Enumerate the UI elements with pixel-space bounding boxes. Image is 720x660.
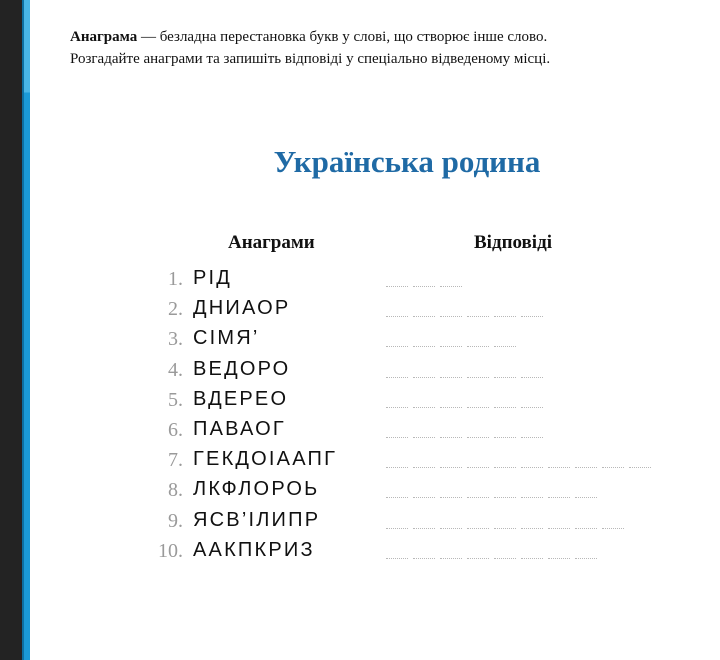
answer-letter-slot[interactable] [386, 286, 408, 287]
answer-letter-slot[interactable] [494, 377, 516, 378]
answer-letter-slot[interactable] [386, 316, 408, 317]
answer-field[interactable] [386, 316, 543, 317]
answer-letter-slot[interactable] [521, 437, 543, 438]
answer-letter-slot[interactable] [440, 467, 462, 468]
anagram-row [150, 538, 710, 568]
answer-letter-slot[interactable] [413, 437, 435, 438]
answer-letter-slot[interactable] [413, 467, 435, 468]
item-number: 9. [168, 509, 183, 532]
answer-letter-slot[interactable] [386, 407, 408, 408]
answer-letter-slot[interactable] [440, 558, 462, 559]
answer-letter-slot[interactable] [494, 497, 516, 498]
answer-field[interactable] [386, 377, 543, 378]
answer-letter-slot[interactable] [575, 558, 597, 559]
answer-letter-slot[interactable] [521, 528, 543, 529]
answer-letter-slot[interactable] [548, 467, 570, 468]
answer-letter-slot[interactable] [413, 497, 435, 498]
anagrams-header: Анаграми [228, 232, 315, 253]
anagram-row [150, 387, 710, 417]
page-left-border [0, 0, 30, 660]
answer-letter-slot[interactable] [413, 528, 435, 529]
answer-letter-slot[interactable] [467, 558, 489, 559]
answer-letter-slot[interactable] [575, 467, 597, 468]
answer-letter-slot[interactable] [413, 558, 435, 559]
answer-field[interactable] [386, 437, 543, 438]
anagram-row [150, 266, 710, 296]
answer-letter-slot[interactable] [521, 407, 543, 408]
anagram-word: ЛКФЛОРОЬ [193, 478, 320, 501]
answer-letter-slot[interactable] [386, 528, 408, 529]
item-number: 2. [168, 298, 183, 321]
answer-field[interactable] [386, 407, 543, 408]
item-number: 4. [168, 358, 183, 381]
answer-field[interactable] [386, 286, 462, 287]
anagram-row [150, 447, 710, 477]
anagram-word: ДНИАОР [193, 297, 291, 320]
answer-letter-slot[interactable] [386, 346, 408, 347]
answer-letter-slot[interactable] [386, 497, 408, 498]
answer-letter-slot[interactable] [386, 377, 408, 378]
anagram-row [150, 357, 710, 387]
answer-field[interactable] [386, 558, 597, 559]
item-number: 10. [158, 539, 183, 562]
answer-letter-slot[interactable] [494, 528, 516, 529]
answer-letter-slot[interactable] [413, 346, 435, 347]
intro-definition: — безладна перестановка букв у слові, що створює інше слово. [137, 29, 548, 45]
anagram-list [150, 266, 710, 568]
answer-letter-slot[interactable] [413, 286, 435, 287]
anagram-word: ГЕКДОІААПГ [193, 448, 338, 471]
answer-letter-slot[interactable] [440, 286, 462, 287]
item-number: 5. [168, 388, 183, 411]
anagram-word: ЯСВ’ІЛИПР [193, 508, 321, 531]
answer-letter-slot[interactable] [440, 528, 462, 529]
answer-field[interactable] [386, 497, 597, 498]
anagram-row [150, 508, 710, 538]
anagram-word: ВДЕРЕО [193, 387, 289, 410]
answer-letter-slot[interactable] [467, 407, 489, 408]
answer-letter-slot[interactable] [602, 467, 624, 468]
answer-letter-slot[interactable] [602, 528, 624, 529]
item-number: 6. [168, 418, 183, 441]
answer-letter-slot[interactable] [548, 497, 570, 498]
answers-header: Відповіді [474, 232, 552, 253]
answer-letter-slot[interactable] [494, 437, 516, 438]
answer-letter-slot[interactable] [467, 497, 489, 498]
item-number: 3. [168, 328, 183, 351]
answer-letter-slot[interactable] [386, 558, 408, 559]
answer-letter-slot[interactable] [521, 497, 543, 498]
answer-letter-slot[interactable] [494, 407, 516, 408]
anagram-row [150, 477, 710, 507]
answer-letter-slot[interactable] [494, 316, 516, 317]
answer-letter-slot[interactable] [494, 558, 516, 559]
answer-field[interactable] [386, 467, 651, 468]
answer-letter-slot[interactable] [521, 467, 543, 468]
anagram-row [150, 417, 710, 447]
item-number: 8. [168, 479, 183, 502]
answer-letter-slot[interactable] [467, 377, 489, 378]
intro-text [70, 26, 690, 70]
answer-letter-slot[interactable] [440, 316, 462, 317]
intro-term: Анаграма [70, 29, 138, 45]
answer-letter-slot[interactable] [386, 437, 408, 438]
answer-letter-slot[interactable] [440, 407, 462, 408]
answer-letter-slot[interactable] [467, 467, 489, 468]
answer-letter-slot[interactable] [521, 316, 543, 317]
anagram-word: СІМЯ’ [193, 327, 260, 350]
answer-letter-slot[interactable] [521, 377, 543, 378]
answer-letter-slot[interactable] [494, 346, 516, 347]
answer-letter-slot[interactable] [494, 467, 516, 468]
item-number: 7. [168, 449, 183, 472]
answer-letter-slot[interactable] [521, 558, 543, 559]
anagram-word: ААКПКРИЗ [193, 538, 315, 561]
answer-letter-slot[interactable] [575, 497, 597, 498]
answer-field[interactable] [386, 346, 516, 347]
answer-letter-slot[interactable] [467, 528, 489, 529]
answer-letter-slot[interactable] [413, 407, 435, 408]
anagram-word: РІД [193, 267, 233, 289]
answer-letter-slot[interactable] [548, 528, 570, 529]
anagram-row [150, 326, 710, 356]
border-accent-stripe [24, 0, 30, 660]
answer-letter-slot[interactable] [413, 316, 435, 317]
answer-letter-slot[interactable] [440, 346, 462, 347]
page-title: Українська родина [273, 144, 541, 179]
answer-letter-slot[interactable] [440, 377, 462, 378]
answer-letter-slot[interactable] [440, 497, 462, 498]
answer-letter-slot[interactable] [467, 437, 489, 438]
anagram-word: ВЕДОРО [193, 357, 291, 380]
anagram-word: ПАВАОГ [193, 417, 286, 440]
answer-letter-slot[interactable] [548, 558, 570, 559]
item-number: 1. [168, 268, 183, 290]
anagram-row [150, 296, 710, 326]
answer-field[interactable] [386, 528, 624, 529]
answer-letter-slot[interactable] [413, 377, 435, 378]
answer-letter-slot[interactable] [467, 346, 489, 347]
intro-instruction: Розгадайте анаграми та запишіть відповіді у спеціально відведеному місці. [70, 51, 551, 67]
answer-letter-slot[interactable] [467, 316, 489, 317]
answer-letter-slot[interactable] [629, 467, 651, 468]
answer-letter-slot[interactable] [575, 528, 597, 529]
answer-letter-slot[interactable] [386, 467, 408, 468]
answer-letter-slot[interactable] [440, 437, 462, 438]
